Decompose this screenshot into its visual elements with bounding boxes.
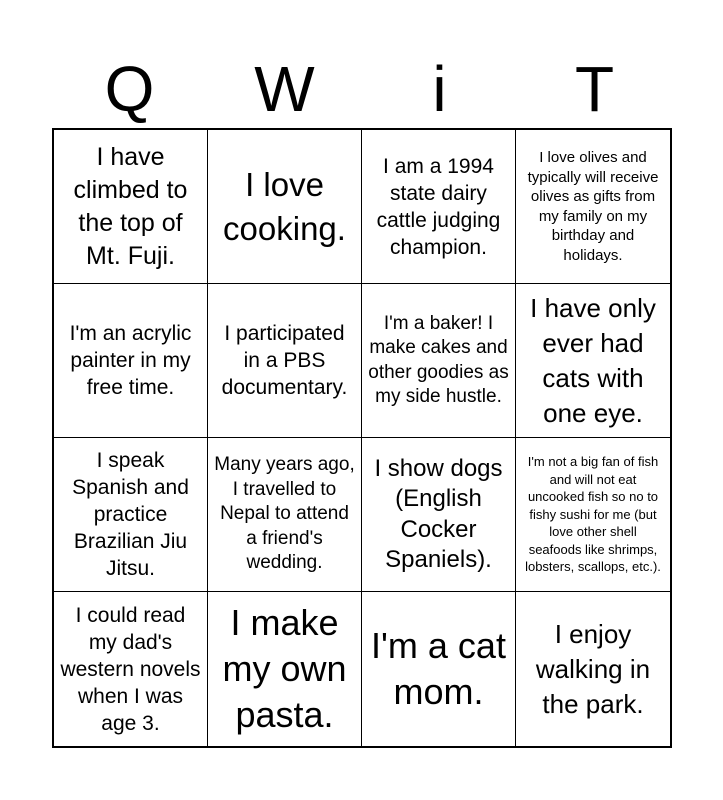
bingo-cell[interactable] <box>362 438 516 592</box>
bingo-cell[interactable] <box>208 130 362 284</box>
cell-text: I make my own pasta. <box>222 602 347 735</box>
cell-text: Many years ago, I travelled to Nepal to attend a friend's wedding. <box>214 454 355 574</box>
cell-text: I show dogs (English Cocker Spaniels). <box>374 454 503 573</box>
cell-text: I love cooking. <box>223 165 346 247</box>
cell-text: I love olives and typically will receive olives as gifts from my family on my birthday and holidays. <box>527 149 659 264</box>
bingo-cell[interactable] <box>516 284 670 438</box>
cell-text: I enjoy walking in the park. <box>535 618 651 719</box>
bingo-board <box>52 128 672 748</box>
header-letter-w: W <box>254 53 315 125</box>
bingo-cell[interactable] <box>362 130 516 284</box>
cell-text: I speak Spanish and practice Brazilian Jiu Jitsu. <box>72 449 189 580</box>
cell-text: I have only ever had cats with one eye. <box>530 292 656 428</box>
cell-text: I'm a cat mom. <box>371 625 506 712</box>
bingo-cell[interactable] <box>516 592 670 746</box>
cell-text: I'm an acrylic painter in my free time. <box>69 322 192 399</box>
bingo-cell[interactable] <box>54 130 208 284</box>
cell-text: I am a 1994 state dairy cattle judging champion. <box>376 154 501 259</box>
cell-text: I'm not a big fan of fish and will not eat uncooked fish so no to fishy sushi for me (but love other shell seafoods like shrimps, lobsters, scallops, etc.). <box>525 454 661 575</box>
bingo-cell[interactable] <box>516 130 670 284</box>
header-letter-i: i <box>432 53 447 125</box>
bingo-cell[interactable] <box>54 438 208 592</box>
header-letter-t: T <box>574 53 615 125</box>
cell-text: I have climbed to the top of Mt. Fuji. <box>73 142 188 270</box>
cell-text: I could read my dad's western novels when I was age 3. <box>60 603 201 735</box>
bingo-cell[interactable] <box>362 284 516 438</box>
bingo-header <box>52 50 672 128</box>
bingo-cell[interactable] <box>54 592 208 746</box>
cell-text: I'm a baker! I make cakes and other goodies as my side hustle. <box>368 312 509 407</box>
bingo-cell[interactable] <box>208 592 362 746</box>
bingo-cell[interactable] <box>362 592 516 746</box>
header-letter-q: Q <box>104 53 155 125</box>
bingo-cell[interactable] <box>208 438 362 592</box>
bingo-cell[interactable] <box>208 284 362 438</box>
bingo-cell[interactable] <box>54 284 208 438</box>
bingo-cell[interactable] <box>516 438 670 592</box>
cell-text: I participated in a PBS documentary. <box>221 322 348 399</box>
